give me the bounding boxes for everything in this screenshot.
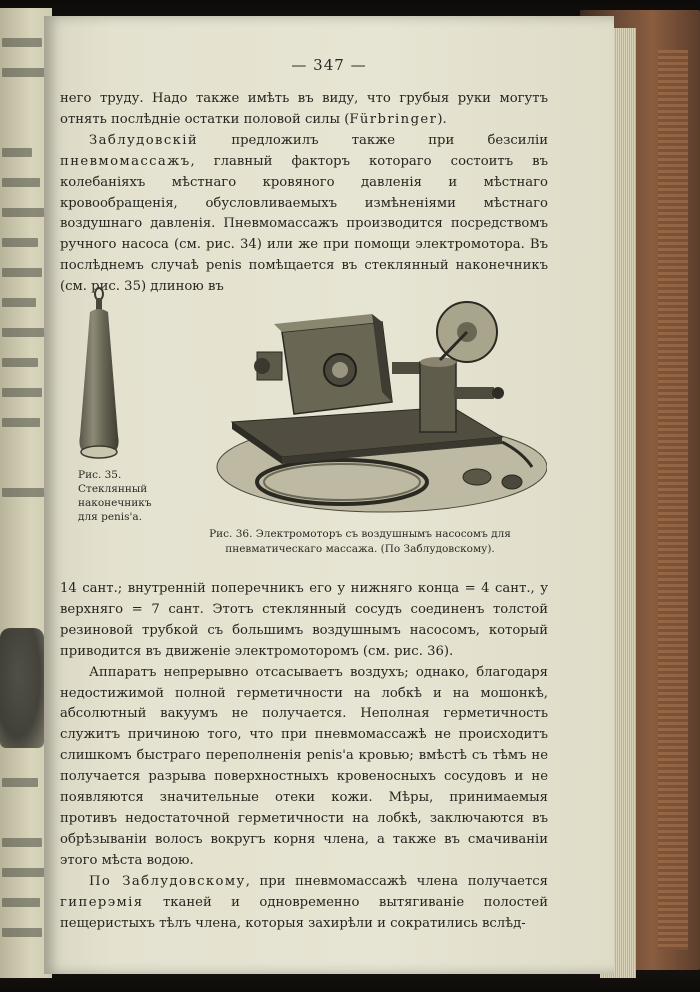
paragraph	[60, 663, 548, 872]
text-run: тканей и одновременно вытягиванiе полостей пещеристыхъ тѣлъ члена, которыя захирѣли и сократились вслѣд-	[60, 894, 548, 931]
figure-36-electromotor-illustration	[202, 292, 547, 527]
left-text-line	[2, 148, 32, 157]
text-run: Fürbringer	[349, 111, 438, 127]
caption-line: для penis'а.	[78, 511, 143, 523]
text-run: гиперэмiя	[60, 894, 144, 910]
text-run: Аппаратъ непрерывно отсасываетъ воздухъ; однако, благодаря недостижимой полной герметичности на лобкѣ и на мошонкѣ, абсолютный вакуумъ не получается. Неполная герметичность служитъ причиною того, что при пневмомассажѣ не происходитъ слишкомъ быстраго переполненiя penis'а кровью; вмѣстѣ съ тѣмъ не получается разрыва поверхностныхъ кровеносныхъ сосудовъ и не появляются значительные отеки кожи. Мѣры, принимаемыя противъ недостаточной герметичности на лобкѣ, заключаются въ обрѣзываніи волосъ вокругъ корня члена, а также въ смачиванiи этого мѣста водою.	[60, 664, 548, 868]
text-run: , главный факторъ котораго состоитъ въ колебанiяхъ мѣстнаго кровяного давленiя и мѣстнаго кровообращенiя, обусловливаемыхъ измѣненiями мѣстнаго воздушнаго давленiя. Пневмомассажъ производится посредствомъ ручного насоса (см. рис. 34) или же при помощи электромотора. Въ послѣднемъ случаѣ penis помѣщается въ стеклянный наконечникъ (см. рис. 35) длиною въ	[60, 153, 548, 295]
text-run: ).	[437, 111, 447, 127]
cover-texture	[658, 50, 688, 950]
left-text-line	[2, 898, 40, 907]
figure-36-caption: Рис. 36. Электромоторъ съ воздушнымъ насосомъ для пневматическаго массажа. (По Заблудовскому).	[209, 528, 511, 555]
text-run: пневмомассажъ	[60, 153, 191, 169]
left-text-line	[2, 208, 44, 217]
text-run: 14 сант.; внутреннiй поперечникъ его у нижняго конца = 4 сант., у верхняго = 7 сант. Этотъ стеклянный сосудъ соединенъ толстой резиновой трубкой съ большимъ воздушнымъ насосомъ, который приводится въ движенiе электромоторомъ (см. рис. 36).	[60, 581, 548, 659]
left-text-line	[2, 418, 40, 427]
left-text-line	[2, 38, 42, 47]
text-block-bottom	[60, 579, 548, 934]
paragraph	[60, 131, 548, 298]
left-text-line	[2, 298, 36, 307]
page-number: — 347 —	[291, 56, 367, 74]
paragraph	[60, 89, 548, 131]
left-text-line	[2, 68, 46, 77]
book-page	[44, 16, 614, 974]
text-run: него труду. Надо также имѣть въ виду, что грубыя руки могутъ отнять послѣднiе остатки половой силы (	[60, 91, 548, 127]
left-text-line	[2, 928, 42, 937]
paragraph	[60, 579, 548, 663]
left-text-line	[2, 838, 42, 847]
left-text-line	[2, 358, 38, 367]
text-block-top	[60, 89, 548, 298]
figure-35-caption	[78, 468, 158, 524]
figure-35-glass-tip-illustration	[66, 286, 132, 466]
text-run: По Заблудовскому	[89, 873, 246, 889]
left-text-line	[2, 388, 42, 397]
paragraph	[60, 872, 548, 935]
left-text-line	[2, 178, 40, 187]
text-run: предложилъ также при безсилiи	[198, 132, 548, 148]
caption-line: наконечникъ	[78, 497, 152, 509]
caption-line: Стеклянный	[78, 483, 148, 495]
left-text-line	[2, 778, 38, 787]
text-run: , при пневмомассажѣ члена получается	[245, 873, 548, 889]
caption-line: Рис. 35.	[78, 469, 122, 481]
left-text-line	[2, 488, 44, 497]
left-text-line	[2, 268, 42, 277]
text-run: Заблудовскiй	[89, 132, 199, 148]
left-text-line	[2, 868, 44, 877]
left-text-line	[2, 328, 44, 337]
left-text-line	[2, 238, 38, 247]
left-page-illustration	[0, 628, 44, 748]
